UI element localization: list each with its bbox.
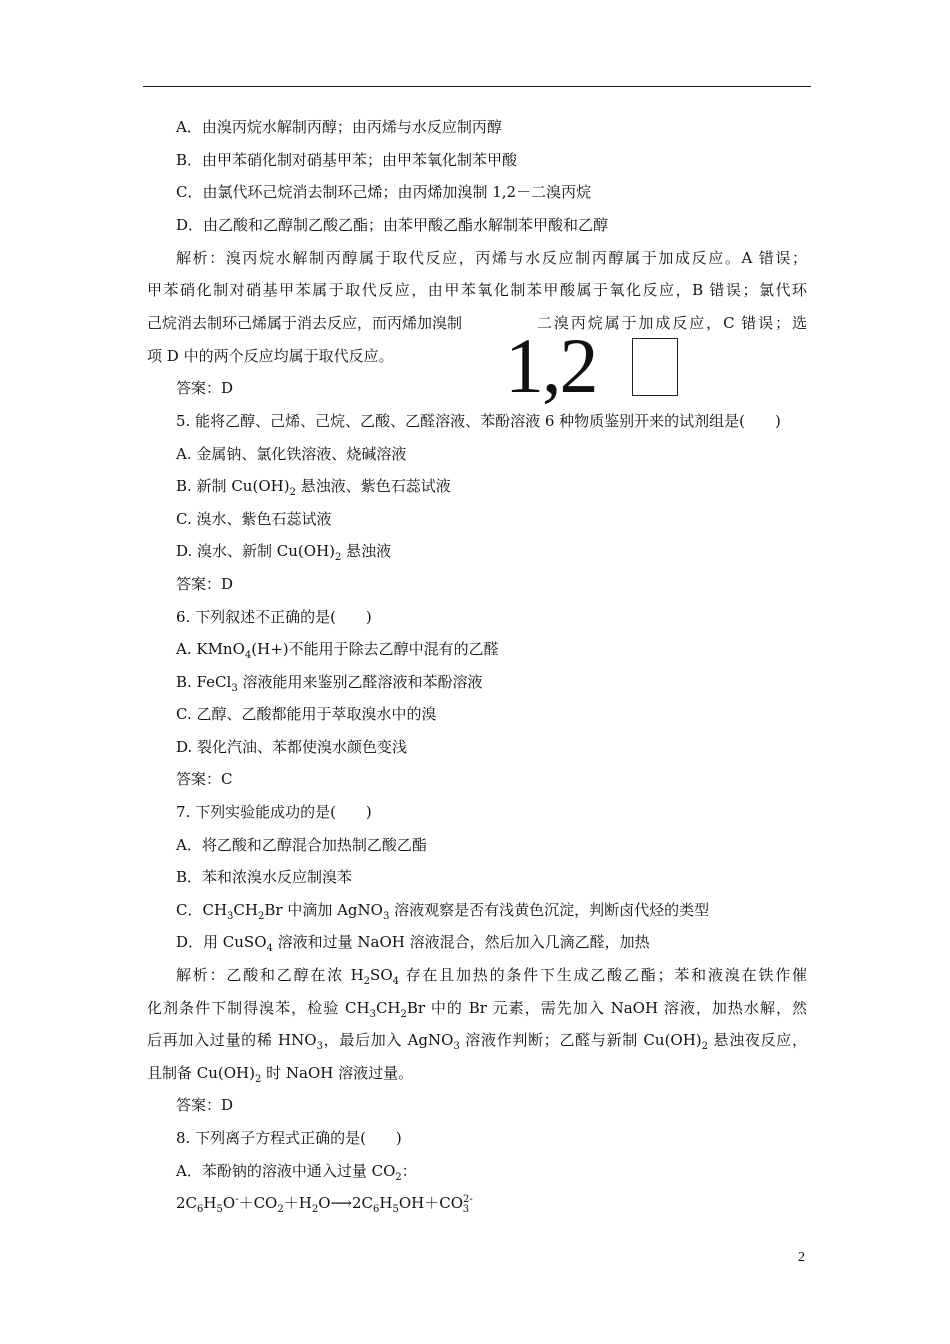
q6-answer: 答案：C xyxy=(176,770,233,788)
q5-stem: 5. 能将乙醇、己烯、己烷、乙酸、乙醛溶液、苯酚溶液 6 种物质鉴别开来的试剂组是( ) xyxy=(176,412,781,430)
q6-option-d: D. 裂化汽油、苯都使溴水颜色变浅 xyxy=(176,738,408,756)
q7-stem: 7. 下列实验能成功的是( ) xyxy=(176,803,372,821)
q7-explanation-line-2: 化剂条件下制得溴苯，检验 $CH_3CH_2Br$ 中的 Br 元素，需先加入 NaOH 溶液，加热水解，然 xyxy=(147,999,807,1020)
q7-option-d: D．用 CuSO$_4$ 溶液和过量 NaOH 溶液混合，然后加入几滴乙醛，加热 xyxy=(176,933,650,954)
q4-answer: 答案：D xyxy=(176,379,234,397)
q5-option-a: A. 金属钠、氯化铁溶液、烧碱溶液 xyxy=(176,445,407,463)
large-text-overlay: 1,2 xyxy=(505,322,597,409)
q8-stem: 8. 下列离子方程式正确的是( ) xyxy=(176,1129,402,1147)
placeholder-box-icon xyxy=(632,338,678,396)
q7-explanation-line-4: 且制备 $Cu(OH)_2$ 时 NaOH 溶液过量。 xyxy=(147,1064,414,1085)
q4-explanation-line-2: 甲苯硝化制对硝基甲苯属于取代反应，由甲苯氧化制苯甲酸属于氧化反应，B 错误；氯代环 xyxy=(147,281,807,299)
header-rule xyxy=(143,86,811,87)
q5-option-b: B. 新制 $Cu(OH)_2$ 悬浊液、紫色石蕊试液 xyxy=(176,477,451,498)
q8-option-a: A．苯酚钠的溶液中通入过量 $CO_2$： xyxy=(176,1162,417,1183)
q4-option-d: D．由乙酸和乙醇制乙酸乙酯；由苯甲酸乙酯水解制苯甲酸和乙醇 xyxy=(176,216,609,234)
q4-explanation-line-1: 解析：溴丙烷水解制丙醇属于取代反应，丙烯与水反应制丙醇属于加成反应。A 错误； xyxy=(176,249,807,267)
q6-option-b: B. FeCl$_3$ 溶液能用来鉴别乙醛溶液和苯酚溶液 xyxy=(176,673,483,694)
q5-option-d: D. 溴水、新制 $Cu(OH)_2$ 悬浊液 xyxy=(176,542,392,563)
q7-option-b: B．苯和浓溴水反应制溴苯 xyxy=(176,868,353,886)
q7-explanation-line-1: 解析：乙酸和乙醇在浓 $H_2SO_4$ 存在且加热的条件下生成乙酸乙酯；苯和液溴在铁作催 xyxy=(176,966,807,987)
q6-option-a: A. KMnO$_4$(H+)不能用于除去乙醇中混有的乙醛 xyxy=(176,640,499,661)
page-number: 2 xyxy=(798,1250,805,1265)
q4-explanation-line-3b: 二溴丙烷属于加成反应，C 错误；选 xyxy=(537,314,807,332)
q7-option-c: C．$CH_3CH_2Br$ 中滴加 AgNO$_3$ 溶液观察是否有浅黄色沉淀，判断卤代烃的类型 xyxy=(176,901,710,922)
q7-option-a: A．将乙酸和乙醇混合加热制乙酸乙酯 xyxy=(176,836,427,854)
q6-option-c: C. 乙醇、乙酸都能用于萃取溴水中的溴 xyxy=(176,705,437,723)
q4-option-a: A．由溴丙烷水解制丙醇；由丙烯与水反应制丙醇 xyxy=(176,118,502,136)
q4-explanation-line-4: 项 D 中的两个反应均属于取代反应。 xyxy=(147,347,394,365)
q4-option-b: B．由甲苯硝化制对硝基甲苯；由甲苯氧化制苯甲酸 xyxy=(176,151,518,169)
q6-stem: 6. 下列叙述不正确的是( ) xyxy=(176,608,372,626)
q5-option-c: C. 溴水、紫色石蕊试液 xyxy=(176,510,332,528)
q8-equation: $2C_6H_5O^-+CO_2+H_2O⟶2C_6H_5OH+CO^{2-}_3$ xyxy=(176,1194,473,1215)
q5-answer: 答案：D xyxy=(176,575,234,593)
q7-answer: 答案：D xyxy=(176,1096,234,1114)
q4-option-c: C．由氯代环己烷消去制环己烯；由丙烯加溴制 1,2－二溴丙烷 xyxy=(176,183,592,201)
q7-explanation-line-3: 后再加入过量的稀 $HNO_3$，最后加入 AgNO$_3$ 溶液作判断；乙醛与新制 $Cu(OH)_2$ 悬浊夜反应， xyxy=(147,1031,807,1052)
q4-explanation-line-3a: 己烷消去制环己烯属于消去反应，而丙烯加溴制 xyxy=(147,314,463,332)
